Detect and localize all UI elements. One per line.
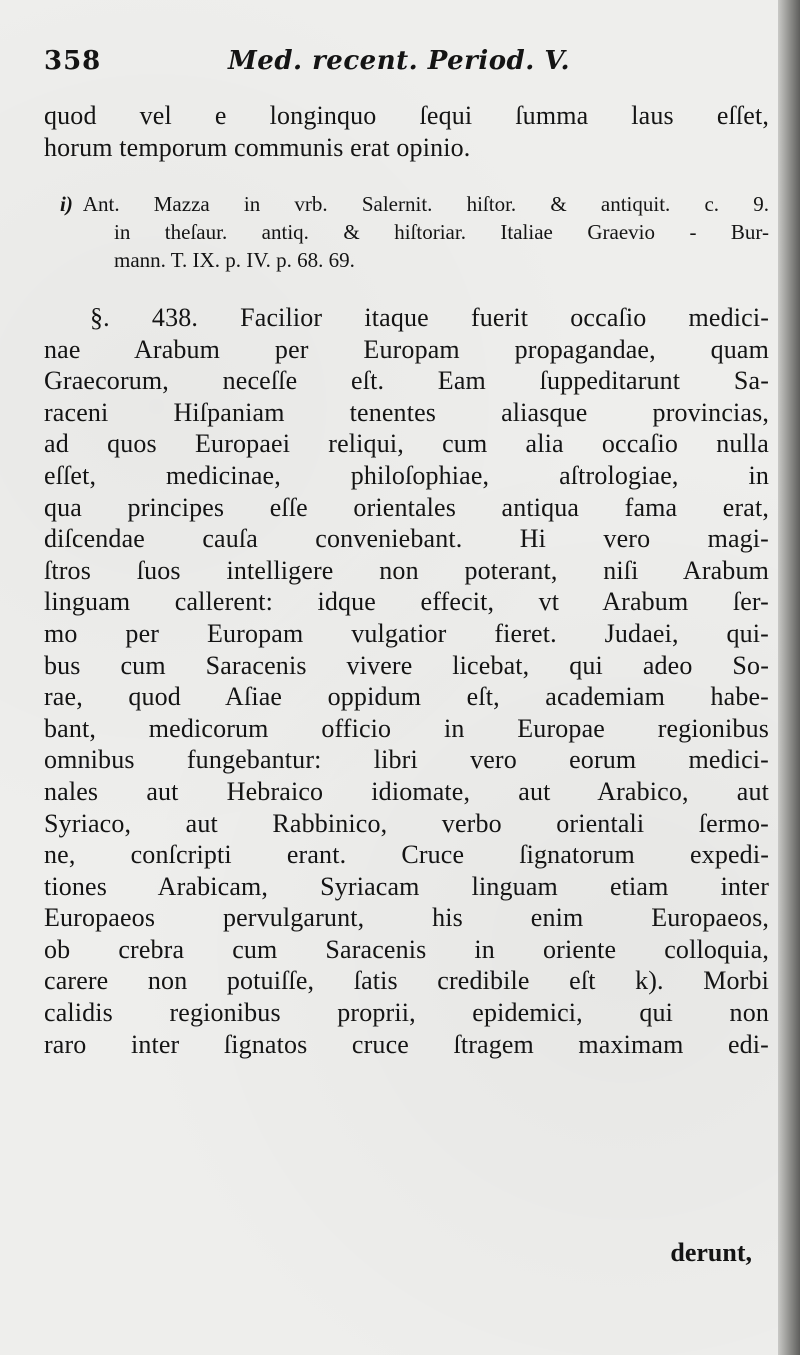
footnote — [44, 190, 769, 274]
text-line: Graecorum, neceſſe eſt. Eam ſuppeditarunt Sa- — [44, 366, 769, 396]
footnote-line: mann. T. IX. p. IV. p. 68. 69. — [114, 248, 355, 272]
text-line: ne, conſcripti erant. Cruce ſignatorum expedi- — [44, 840, 769, 870]
text-line: eſſet, medicinae, philoſophiae, aſtrologiae, in — [44, 460, 769, 490]
section-438 — [44, 302, 769, 1060]
footnote-marker: i) — [60, 192, 73, 216]
running-head: Med. recent. Period. V. — [228, 46, 571, 76]
footnote-line: in theſaur. antiq. & hiſtoriar. Italiae Graevio - Bur- — [114, 220, 769, 244]
text-line: carere non potuiſſe, ſatis credibile eſt k). Morbi — [44, 966, 769, 996]
text-line: linguam callerent: idque effecit, vt Arabum ſer- — [44, 587, 769, 617]
text-line: raro inter ſignatos cruce ſtragem maximam edi- — [44, 1029, 769, 1059]
text-line: Syriaco, aut Rabbinico, verbo orientali ſermo- — [44, 808, 769, 838]
text-line: §. 438. Facilior itaque fuerit occaſio medici- — [90, 303, 769, 332]
text-line: bus cum Saracenis vivere licebat, qui adeo So- — [44, 650, 769, 680]
text-line: ob crebra cum Saracenis in oriente colloquia, — [44, 934, 769, 964]
text-line: qua principes eſſe orientales antiqua fama erat, — [44, 492, 769, 522]
page-header — [44, 46, 744, 86]
catchword: derunt, — [670, 1238, 752, 1267]
text-line: nales aut Hebraico idiomate, aut Arabico, aut — [44, 776, 769, 806]
text-line: omnibus fungebantur: libri vero eorum medici- — [44, 745, 769, 775]
text-line: ad quos Europaei reliqui, cum alia occaſio nulla — [44, 429, 769, 459]
text-line: diſcendae cauſa conveniebant. Hi vero magi- — [44, 524, 769, 554]
page-number: 358 — [44, 46, 102, 76]
text-line: tiones Arabicam, Syriacam linguam etiam inter — [44, 871, 769, 901]
page-edge-shadow — [778, 0, 800, 1355]
text-line: quod vel e longinquo ſequi ſumma laus eſſet, — [44, 101, 769, 130]
text-line: Europaeos pervulgarunt, his enim Europaeos, — [44, 903, 769, 933]
text-line: horum temporum communis erat opinio. — [44, 132, 471, 162]
text-line: nae Arabum per Europam propagandae, quam — [44, 334, 769, 364]
text-line: raceni Hiſpaniam tenentes aliasque provincias, — [44, 397, 769, 427]
text-line: mo per Europam vulgatior fieret. Judaei, qui- — [44, 618, 769, 648]
footnote-text: Ant. Mazza in vrb. Salernit. hiſtor. & antiquit. c. 9. — [82, 192, 769, 216]
footnote-line — [44, 190, 769, 218]
continued-paragraph — [44, 100, 769, 163]
text-line: calidis regionibus proprii, epidemici, qui non — [44, 998, 769, 1028]
text-line: rae, quod Aſiae oppidum eſt, academiam habe- — [44, 682, 769, 712]
text-line: bant, medicorum officio in Europae regionibus — [44, 713, 769, 743]
text-line: ſtros ſuos intelligere non poterant, niſi Arabum — [44, 555, 769, 585]
